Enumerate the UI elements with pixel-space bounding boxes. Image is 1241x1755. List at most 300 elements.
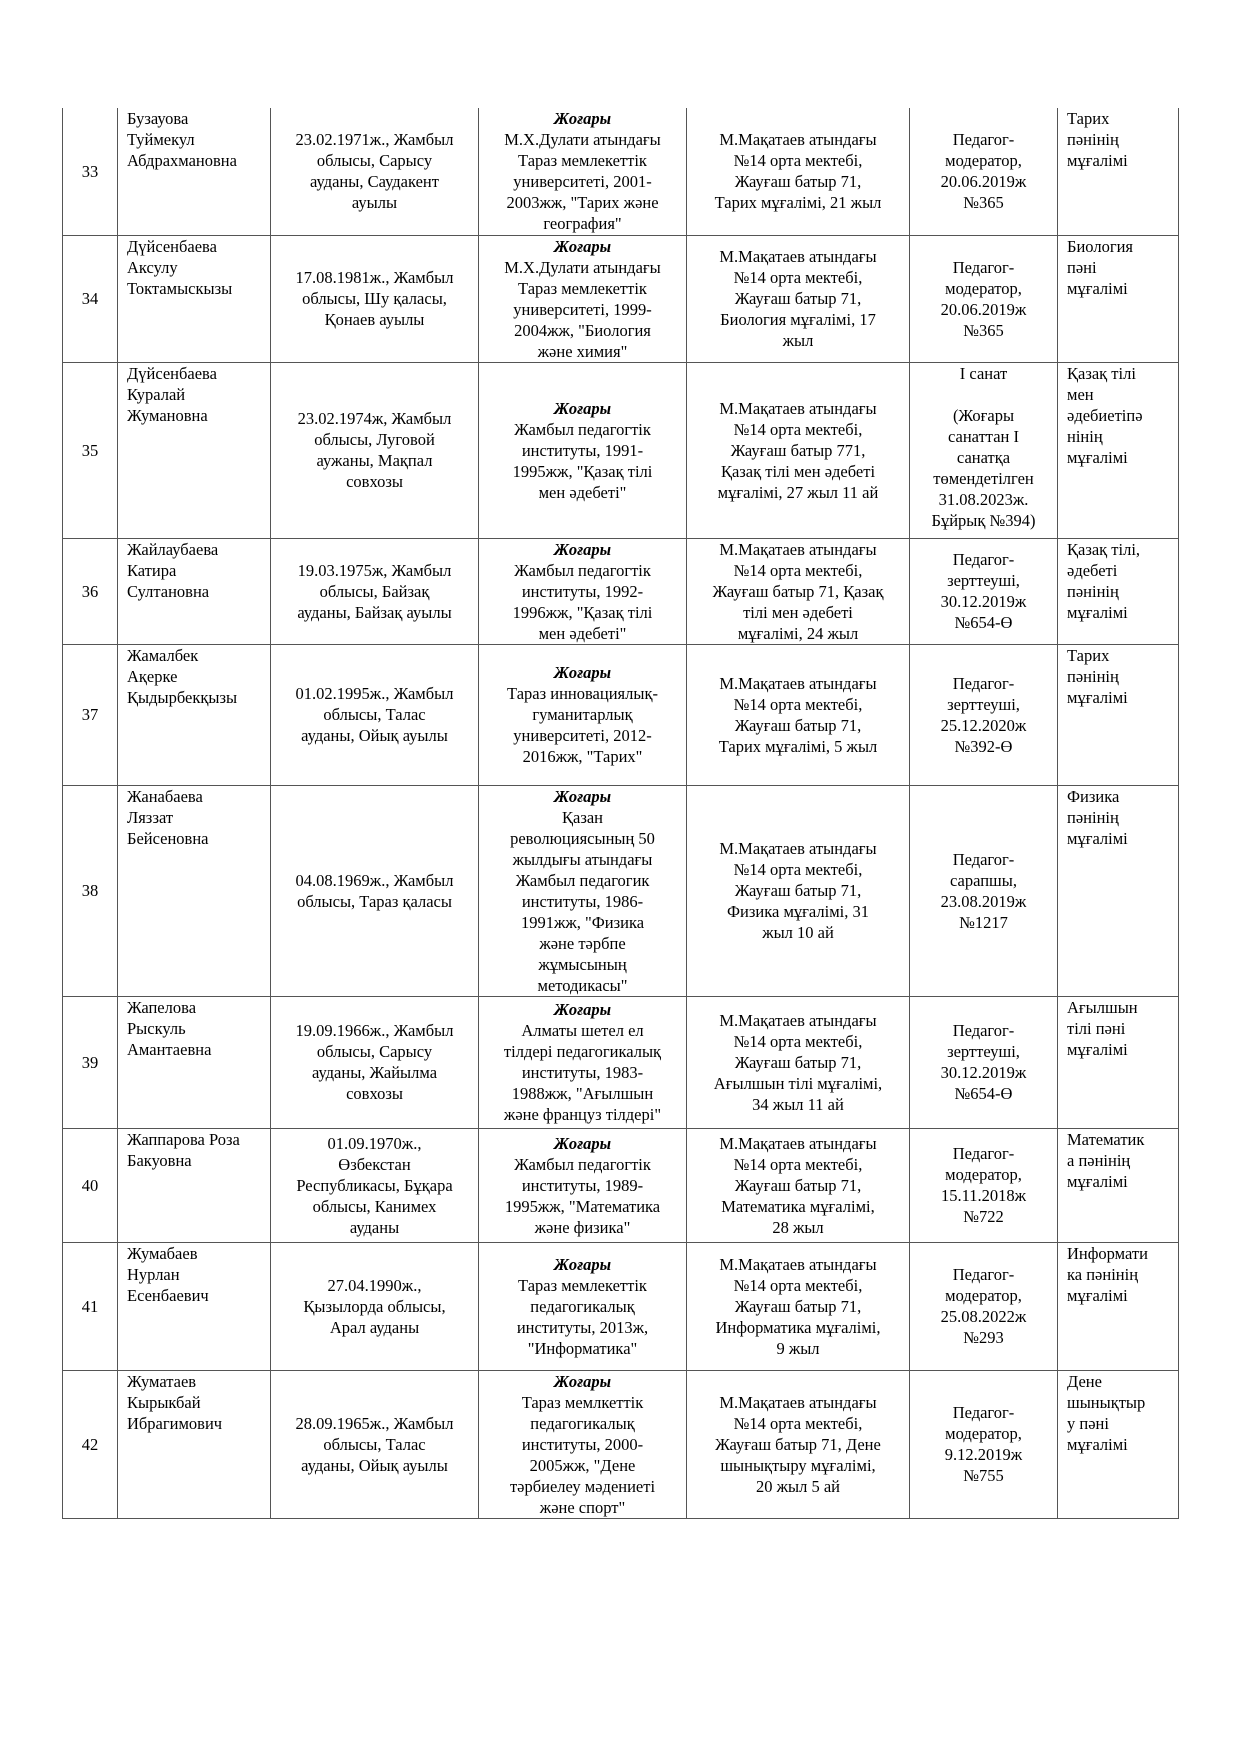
- cell-line: модератор,: [945, 151, 1022, 171]
- cell-line: Биология мұғалімі, 17: [720, 310, 876, 329]
- position: [1058, 996, 1179, 1128]
- cell-line: 20 жыл 5 ай: [756, 1476, 840, 1496]
- cell-line: Биология: [1067, 236, 1134, 256]
- cell-line: №654-Ө: [954, 613, 1013, 632]
- cell-line: облысы, Тараз қаласы: [297, 891, 452, 911]
- cell-line: Токтамыскызы: [127, 278, 233, 298]
- cell-line: Математика мұғалімі,: [721, 1196, 875, 1216]
- cell-line: Педагог-: [952, 1265, 1015, 1284]
- table-row: [63, 1242, 1179, 1370]
- cell-line: мұғалімі: [1067, 602, 1128, 622]
- cell-line: методикасы": [537, 975, 628, 995]
- cell-line: 01.02.1995ж., Жамбыл: [295, 684, 454, 703]
- cell-line: мұғалімі, 24 жыл: [737, 623, 859, 643]
- cell-line: мұғалімі: [1067, 151, 1128, 170]
- cell-line: Тараз мемлекеттік: [518, 1275, 647, 1295]
- cell-line: Тарих: [1067, 109, 1110, 128]
- cell-line: 17.08.1981ж., Жамбыл: [295, 268, 454, 287]
- education-degree: Жоғары: [553, 1133, 612, 1153]
- cell-line: 34 жыл 11 ай: [752, 1094, 844, 1114]
- cell-line: Физика мұғалімі, 31: [727, 902, 869, 921]
- cell-line: пәнінің: [1067, 666, 1119, 686]
- cell-line: Бузауова: [127, 109, 189, 128]
- cell-line: Ляззат: [127, 807, 174, 827]
- cell-line: модератор,: [945, 1424, 1022, 1443]
- position: [1058, 1128, 1179, 1242]
- table-row: [63, 996, 1179, 1128]
- cell-line: 28 жыл: [772, 1217, 824, 1237]
- cell-line: мұғалімі: [1067, 1285, 1128, 1305]
- cell-line: Жумановна: [127, 405, 208, 425]
- row-number: 36: [63, 538, 118, 644]
- cell-line: ауданы, Жайылма: [311, 1063, 438, 1082]
- qualification-category: [910, 235, 1058, 362]
- birth-date-place: [271, 644, 479, 785]
- teacher-name: [118, 644, 271, 785]
- education: [479, 362, 687, 538]
- cell-line: төмендетілген: [933, 468, 1034, 488]
- cell-line: педагогикалық: [530, 1296, 635, 1316]
- teacher-name: [118, 538, 271, 644]
- cell-line: №14 орта мектебі,: [733, 268, 863, 287]
- cell-line: 19.03.1975ж, Жамбыл: [297, 560, 452, 580]
- cell-line: Жауғаш батыр 71, Дене: [715, 1434, 881, 1454]
- cell-line: әдебиетіпә: [1067, 405, 1143, 425]
- qualification-category: [910, 108, 1058, 235]
- education: [479, 1242, 687, 1370]
- birth-date-place: [271, 996, 479, 1128]
- cell-line: ауданы, Ойық ауылы: [301, 1455, 448, 1475]
- cell-line: пәні: [1067, 257, 1097, 277]
- cell-line: Жауғаш батыр 771,: [730, 440, 866, 460]
- cell-line: 15.11.2018ж: [940, 1186, 1027, 1205]
- cell-line: және тәрбпе: [539, 933, 626, 953]
- cell-line: сарапшы,: [950, 870, 1017, 890]
- cell-line: Бакуовна: [127, 1150, 192, 1170]
- cell-line: совхозы: [346, 1084, 403, 1103]
- cell-line: және химия": [537, 341, 628, 361]
- cell-line: Педагог-: [952, 1144, 1015, 1163]
- workplace-experience: [687, 108, 910, 235]
- cell-line: облысы, Канимех: [312, 1196, 437, 1216]
- cell-line: Жамбыл педагогтік: [514, 419, 651, 439]
- cell-line: №392-Ө: [954, 736, 1013, 756]
- workplace-experience: [687, 644, 910, 785]
- cell-line: Туймекул: [127, 130, 195, 149]
- cell-line: мұғалімі: [1067, 1171, 1128, 1191]
- education-degree: Жоғары: [553, 1254, 612, 1274]
- education: [479, 644, 687, 785]
- cell-line: Тараз мемлекеттік: [518, 151, 647, 171]
- cell-line: мен әдебеті": [538, 482, 627, 502]
- position: [1058, 1370, 1179, 1518]
- cell-line: Қонаев ауылы: [324, 310, 425, 329]
- cell-line: гуманитарлық: [532, 705, 633, 724]
- table-row: [63, 362, 1179, 538]
- cell-line: ауылы: [351, 193, 398, 213]
- document-page: [62, 108, 1178, 1519]
- table-row: [63, 785, 1179, 996]
- cell-line: Қазақ тілі мен әдебеті: [720, 461, 876, 481]
- cell-line: 1996жж, "Қазақ тілі: [512, 602, 653, 622]
- cell-line: М.Мақатаев атындағы: [719, 839, 877, 858]
- cell-line: облысы, Луговой: [314, 430, 435, 449]
- cell-line: тілі мен әдебеті: [743, 602, 853, 622]
- education: [479, 996, 687, 1128]
- qualification-category: [910, 1242, 1058, 1370]
- cell-line: 2004жж, "Биология: [514, 320, 651, 340]
- cell-line: мұғалімі: [1067, 278, 1128, 298]
- cell-line: Тарих: [1067, 645, 1110, 665]
- row-number: 33: [63, 108, 118, 235]
- cell-line: Рыскуль: [127, 1018, 186, 1038]
- cell-line: №1217: [959, 912, 1008, 932]
- teacher-name: [118, 1370, 271, 1518]
- row-number: 37: [63, 644, 118, 785]
- cell-line: институты, 1989-: [521, 1175, 644, 1195]
- cell-line: 1988жж, "Ағылшын: [511, 1084, 654, 1103]
- cell-line: 2016жж, "Тарих": [522, 747, 643, 766]
- position: [1058, 1242, 1179, 1370]
- cell-line: М.Мақатаев атындағы: [719, 130, 877, 150]
- cell-line: Математик: [1067, 1129, 1145, 1149]
- education-degree: Жоғары: [553, 1371, 612, 1391]
- cell-line: 23.02.1974ж, Жамбыл: [297, 409, 452, 428]
- cell-line: нінің: [1067, 426, 1103, 446]
- cell-line: Информатика мұғалімі,: [715, 1317, 881, 1337]
- cell-line: М.Х.Дулати атындағы: [504, 130, 661, 150]
- row-number: 34: [63, 235, 118, 362]
- cell-line: Қазақ тілі,: [1067, 539, 1141, 559]
- position: [1058, 362, 1179, 538]
- position: [1058, 235, 1179, 362]
- cell-line: Физика: [1067, 786, 1120, 806]
- cell-line: 20.06.2019ж: [940, 172, 1027, 192]
- row-number: 42: [63, 1370, 118, 1518]
- cell-line: мен: [1067, 384, 1094, 404]
- cell-line: М.Мақатаев атындағы: [719, 673, 877, 693]
- cell-line: облысы, Талас: [323, 1434, 426, 1454]
- cell-line: тілі пәні: [1067, 1018, 1126, 1038]
- cell-line: Жамбыл педагогтік: [514, 1154, 651, 1174]
- cell-line: ауданы, Байзақ ауылы: [297, 602, 452, 622]
- qualification-category: [910, 1370, 1058, 1518]
- cell-line: Тараз мемлкеттік: [521, 1392, 644, 1412]
- row-number: 35: [63, 362, 118, 538]
- cell-line: "Информатика": [527, 1338, 638, 1358]
- cell-line: облысы, Шу қаласы,: [302, 289, 447, 308]
- education-degree: Жоғары: [553, 786, 612, 806]
- cell-line: Куралай: [127, 384, 186, 404]
- cell-line: Жауғаш батыр 71,: [734, 289, 862, 308]
- cell-line: институты, 1983-: [521, 1063, 644, 1082]
- cell-line: университеті, 2001-: [513, 172, 652, 192]
- cell-line: Алматы шетел ел: [521, 1021, 644, 1040]
- cell-line: зерттеуші,: [947, 1042, 1020, 1061]
- cell-line: мұғалімі: [1067, 1434, 1128, 1454]
- cell-line: Республикасы, Бұқара: [296, 1175, 453, 1195]
- cell-line: Ағылшын: [1067, 997, 1138, 1017]
- table-row: [63, 1370, 1179, 1518]
- cell-line: Тараз инновациялық-: [507, 684, 658, 703]
- row-number: 38: [63, 785, 118, 996]
- cell-line: мен әдебеті": [538, 623, 627, 643]
- cell-line: 1991жж, "Физика: [520, 912, 645, 932]
- cell-line: тілдері педагогикалық: [503, 1042, 662, 1061]
- cell-line: шынықтыру мұғалімі,: [720, 1455, 876, 1475]
- cell-line: санаттан I: [948, 426, 1019, 446]
- cell-line: 1995жж, "Математика: [504, 1196, 661, 1216]
- table-row: [63, 235, 1179, 362]
- position: [1058, 785, 1179, 996]
- teacher-name: [118, 235, 271, 362]
- workplace-experience: [687, 362, 910, 538]
- cell-line: мұғалімі: [1067, 447, 1128, 467]
- cell-line: Тараз мемлекеттік: [518, 278, 647, 298]
- cell-line: ауданы: [349, 1217, 400, 1237]
- cell-line: Қазан: [561, 807, 603, 827]
- cell-line: ауданы, Ойық ауылы: [301, 726, 448, 745]
- teacher-name: [118, 785, 271, 996]
- cell-line: Дүйсенбаева: [127, 236, 217, 256]
- qualification-category: [910, 996, 1058, 1128]
- cell-line: ауданы, Саудакент: [310, 172, 439, 192]
- cell-line: №14 орта мектебі,: [733, 1031, 863, 1051]
- cell-line: Жауғаш батыр 71,: [734, 881, 862, 900]
- cell-line: Педагог-: [952, 673, 1015, 693]
- workplace-experience: [687, 1128, 910, 1242]
- cell-line: Қазақ тілі: [1067, 363, 1136, 383]
- cell-line: облысы, Байзақ: [319, 581, 430, 601]
- cell-line: М.Мақатаев атындағы: [719, 1010, 877, 1030]
- cell-line: [914, 384, 1053, 405]
- cell-line: зерттеуші,: [947, 694, 1020, 714]
- cell-line: №722: [963, 1207, 1004, 1226]
- workplace-experience: [687, 235, 910, 362]
- cell-line: I санат: [959, 363, 1008, 383]
- cell-line: Жауғаш батыр 71, Қазақ: [712, 581, 884, 601]
- cell-line: Дүйсенбаева: [127, 363, 217, 383]
- staff-table-body: [63, 108, 1179, 1518]
- birth-date-place: [271, 362, 479, 538]
- cell-line: №365: [963, 320, 1004, 340]
- birth-date-place: [271, 235, 479, 362]
- cell-line: 25.08.2022ж: [940, 1307, 1027, 1326]
- cell-line: Ақерке: [127, 666, 178, 686]
- qualification-category: [910, 362, 1058, 538]
- cell-line: санатқа: [956, 447, 1011, 467]
- birth-date-place: [271, 1242, 479, 1370]
- cell-line: Информати: [1067, 1243, 1148, 1263]
- cell-line: Жауғаш батыр 71,: [734, 1052, 862, 1072]
- workplace-experience: [687, 538, 910, 644]
- row-number: 40: [63, 1128, 118, 1242]
- teacher-name: [118, 996, 271, 1128]
- cell-line: және физика": [534, 1217, 631, 1237]
- cell-line: институты, 1986-: [521, 891, 644, 911]
- workplace-experience: [687, 996, 910, 1128]
- cell-line: жыл 10 ай: [762, 923, 834, 942]
- cell-line: 1995жж, "Қазақ тілі: [512, 461, 653, 481]
- cell-line: №14 орта мектебі,: [733, 560, 863, 580]
- cell-line: Жайлаубаева: [127, 539, 219, 559]
- cell-line: Жанабаева: [127, 786, 203, 806]
- cell-line: жұмысының: [538, 954, 627, 974]
- education-degree: Жоғары: [553, 539, 612, 559]
- cell-line: пәнінің: [1067, 130, 1119, 149]
- cell-line: мұғалімі: [1067, 1039, 1128, 1059]
- cell-line: 20.06.2019ж: [940, 299, 1027, 319]
- cell-line: мұғалімі, 27 жыл 11 ай: [717, 482, 879, 502]
- cell-line: Педагог-: [952, 1403, 1015, 1422]
- cell-line: №654-Ө: [954, 1084, 1013, 1103]
- education-degree: Жоғары: [553, 236, 612, 256]
- cell-line: 23.08.2019ж: [940, 891, 1027, 911]
- birth-date-place: [271, 108, 479, 235]
- cell-line: Жапелова: [127, 997, 197, 1017]
- cell-line: М.Х.Дулати атындағы: [504, 257, 661, 277]
- cell-line: М.Мақатаев атындағы: [719, 1133, 877, 1153]
- cell-line: пәнінің: [1067, 581, 1119, 601]
- cell-line: Нурлан: [127, 1264, 180, 1284]
- cell-line: Арал ауданы: [329, 1317, 420, 1337]
- cell-line: Жауғаш батыр 71,: [734, 172, 862, 192]
- qualification-category: [910, 785, 1058, 996]
- cell-line: 19.09.1966ж., Жамбыл: [295, 1021, 454, 1040]
- cell-line: М.Мақатаев атындағы: [719, 398, 877, 418]
- cell-line: №14 орта мектебі,: [733, 419, 863, 439]
- cell-line: 01.09.1970ж.,: [327, 1133, 422, 1153]
- cell-line: 31.08.2023ж.: [938, 489, 1029, 509]
- cell-line: 30.12.2019ж: [940, 1063, 1027, 1082]
- cell-line: 30.12.2019ж: [940, 592, 1027, 611]
- teacher-name: [118, 108, 271, 235]
- cell-line: у пәні: [1067, 1413, 1109, 1433]
- education: [479, 235, 687, 362]
- table-row: [63, 538, 1179, 644]
- table-row: [63, 1128, 1179, 1242]
- cell-line: Жауғаш батыр 71,: [734, 1296, 862, 1316]
- teacher-name: [118, 1128, 271, 1242]
- cell-line: революциясының 50: [510, 828, 655, 848]
- position: [1058, 644, 1179, 785]
- cell-line: Жуматаев: [127, 1371, 197, 1391]
- birth-date-place: [271, 1370, 479, 1518]
- cell-line: университеті, 2012-: [513, 726, 652, 745]
- cell-line: М.Мақатаев атындағы: [719, 539, 877, 559]
- cell-line: совхозы: [346, 472, 403, 491]
- cell-line: модератор,: [945, 1286, 1022, 1305]
- cell-line: Дене: [1067, 1371, 1102, 1391]
- cell-line: Амантаевна: [127, 1039, 212, 1059]
- teacher-name: [118, 1242, 271, 1370]
- cell-line: №293: [963, 1328, 1004, 1347]
- cell-line: Жаппарова Роза: [127, 1129, 240, 1149]
- cell-line: Өзбекстан: [338, 1154, 411, 1174]
- cell-line: Абдрахмановна: [127, 151, 237, 170]
- cell-line: Катира: [127, 560, 177, 580]
- cell-line: әдебеті: [1067, 560, 1118, 580]
- table-row: [63, 108, 1179, 235]
- cell-line: Жауғаш батыр 71,: [734, 1175, 862, 1195]
- cell-line: Жауғаш батыр 71,: [734, 715, 862, 735]
- cell-line: 9 жыл: [776, 1338, 820, 1358]
- education: [479, 1370, 687, 1518]
- birth-date-place: [271, 538, 479, 644]
- cell-line: және спорт": [539, 1497, 626, 1517]
- cell-line: Бейсеновна: [127, 828, 209, 848]
- cell-line: Педагог-: [952, 849, 1015, 869]
- cell-line: институты, 2000-: [521, 1434, 644, 1454]
- cell-line: Бұйрық №394): [931, 510, 1036, 530]
- table-row: [63, 644, 1179, 785]
- cell-line: №14 орта мектебі,: [733, 1413, 863, 1433]
- cell-line: университеті, 1999-: [513, 299, 652, 319]
- cell-line: 2003жж, "Тарих және: [506, 193, 659, 213]
- cell-line: Жамбыл педагогтік: [514, 560, 651, 580]
- cell-line: (Жоғары: [952, 405, 1015, 425]
- teacher-name: [118, 362, 271, 538]
- staff-table: [62, 108, 1179, 1519]
- cell-line: шынықтыр: [1067, 1392, 1146, 1412]
- cell-line: 23.02.1971ж., Жамбыл: [295, 130, 454, 150]
- cell-line: №755: [963, 1466, 1004, 1485]
- education: [479, 1128, 687, 1242]
- cell-line: институты, 2013ж,: [516, 1317, 649, 1337]
- education-degree: Жоғары: [553, 1000, 612, 1019]
- row-number: 39: [63, 996, 118, 1128]
- workplace-experience: [687, 1242, 910, 1370]
- workplace-experience: [687, 785, 910, 996]
- cell-line: институты, 1991-: [521, 440, 644, 460]
- education-degree: Жоғары: [553, 398, 612, 418]
- cell-line: №14 орта мектебі,: [733, 1275, 863, 1295]
- cell-line: жыл: [782, 331, 814, 350]
- cell-line: Жамалбек: [127, 645, 199, 665]
- position: [1058, 108, 1179, 235]
- birth-date-place: [271, 785, 479, 996]
- cell-line: ка пәнінің: [1067, 1264, 1139, 1284]
- cell-line: 2005жж, "Дене: [529, 1455, 636, 1475]
- cell-line: модератор,: [945, 1165, 1022, 1184]
- cell-line: география": [543, 214, 622, 234]
- cell-line: Ағылшын тілі мұғалімі,: [713, 1073, 883, 1093]
- cell-line: Кырыкбай: [127, 1392, 201, 1412]
- cell-line: Педагог-: [952, 550, 1015, 569]
- cell-line: 25.12.2020ж: [940, 715, 1027, 735]
- cell-line: мұғалімі: [1067, 828, 1128, 848]
- cell-line: Жумабаев: [127, 1243, 198, 1263]
- cell-line: пәнінің: [1067, 807, 1119, 827]
- cell-line: облысы, Сарысу: [316, 151, 433, 171]
- cell-line: а пәнінің: [1067, 1150, 1131, 1170]
- cell-line: тәрбиелеу мәдениеті: [509, 1476, 656, 1496]
- cell-line: Султановна: [127, 581, 210, 601]
- cell-line: М.Мақатаев атындағы: [719, 1254, 877, 1274]
- cell-line: Қызылорда облысы,: [303, 1296, 446, 1316]
- cell-line: 04.08.1969ж., Жамбыл: [295, 870, 454, 890]
- cell-line: модератор,: [945, 278, 1022, 298]
- cell-line: Педагог-: [952, 1021, 1015, 1040]
- cell-line: облысы, Талас: [323, 705, 426, 724]
- cell-line: Тарих мұғалімі, 21 жыл: [714, 193, 882, 213]
- education-degree: Жоғары: [553, 109, 612, 129]
- cell-line: институты, 1992-: [521, 581, 644, 601]
- cell-line: педагогикалық: [530, 1413, 635, 1433]
- education: [479, 538, 687, 644]
- cell-line: Тарих мұғалімі, 5 жыл: [718, 736, 878, 756]
- cell-line: Жамбыл педагогик: [515, 870, 650, 890]
